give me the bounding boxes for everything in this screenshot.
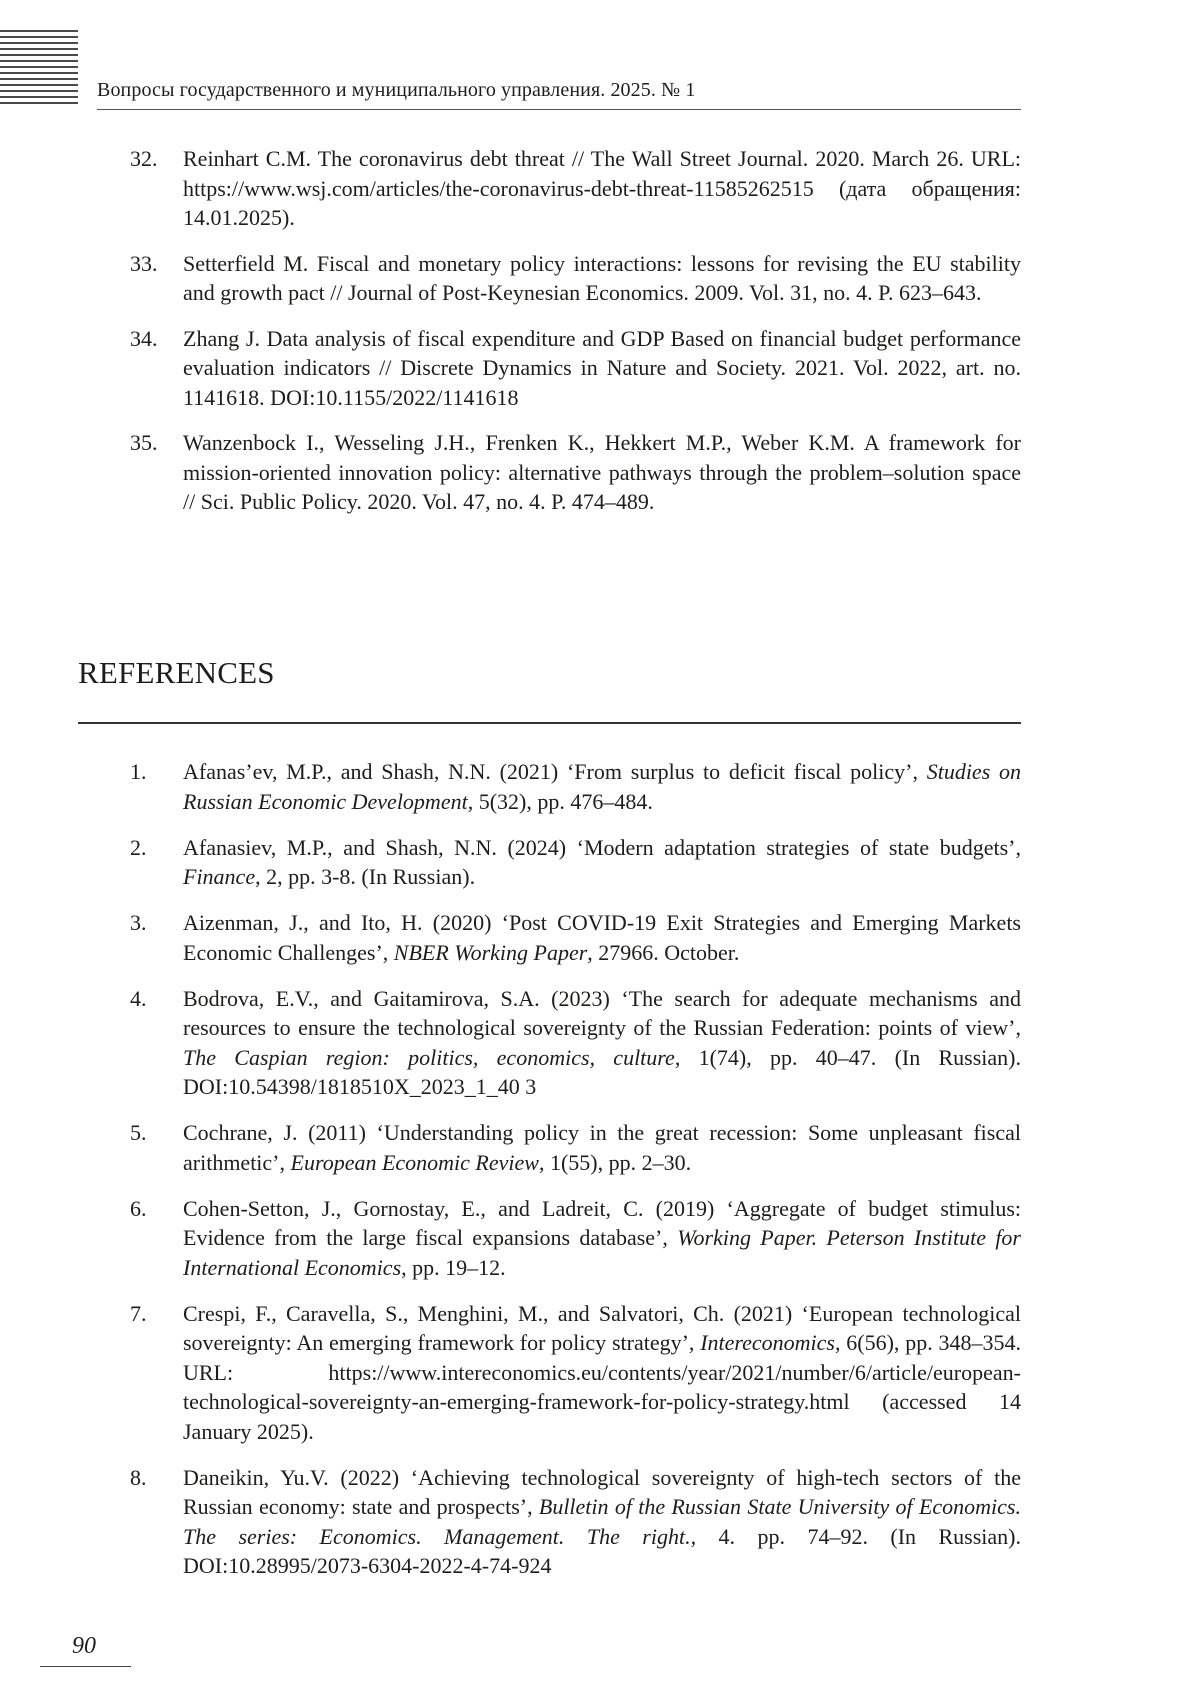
reference-text-segment: , 1(74), pp. 40–47. (In Russian). DOI:10.54398/1818510X_2023_1_40 3 [183,1044,1021,1099]
reference-text-segment: , 1(55), pp. 2–30. [538,1149,692,1175]
reference-number: 8. [130,1464,147,1490]
reference-text-segment: Afanas’ev, M.P., and Shash, N.N. (2021) ‘From surplus to deficit fiscal policy’, [183,759,927,784]
reference-number: 3. [130,910,147,935]
reference-text [183,1120,1021,1175]
reference-text [183,1301,1021,1444]
reference-text [183,430,1021,514]
reference-text-segment: Cohen-Setton, J., Gornostay, E., and Ladreit, C. (2019) ‘Aggregate of budget stimulus: Evidence from the large fiscal expansions database’, [183,1195,1021,1250]
header-decoration [0,30,78,108]
literature-list-continued [130,144,1021,533]
reference-text-segment: Cochrane, J. (2011) ‘Understanding policy in the great recession: Some unpleasant fiscal arithmetic’, [183,1120,1021,1175]
reference-item [130,757,1021,816]
reference-text-segment: Daneikin, Yu.V. (2022) ‘Achieving technological sovereignty of high-tech sectors of the Russian economy: state and prospects’, [183,1464,1021,1519]
running-header: Вопросы государственного и муниципального управления. 2025. № 1 [97,79,696,101]
reference-text-segment: Wanzenbock I., Wesseling J.H., Frenken K., Hekkert M.P., Weber K.M. A framework for mission-oriented innovation policy: alternative pathways through the problem–solution space // Sci. Public Policy. 2020. Vol. 47, no. 4. P. 474–489. [183,430,1021,514]
reference-source-title: European Economic Review [290,1149,539,1175]
reference-text-segment: , 4. pp. 74–92. (In Russian). DOI:10.28995/2073-6304-2022-4-74-924 [183,1523,1022,1578]
reference-text-segment: Afanasiev, M.P., and Shash, N.N. (2024) ‘Modern adaptation strategies of state budgets’, [183,834,1021,860]
reference-number: 7. [130,1300,147,1326]
reference-text-segment: , 6(56), pp. 348–354. URL: https://www.intereconomics.eu/contents/year/2021/number/6/article/european-technological-sovereignty-an-emerging-framework-for-policy-strategy.html (accessed 14 January 2025). [183,1330,1021,1444]
reference-item [130,249,1021,308]
reference-item [130,1463,1021,1581]
reference-source-title: Bulletin of the Russian State University of Economics. The series: Economics. Management. The right. [183,1494,1021,1549]
reference-source-title: Finance [183,864,256,889]
reference-number: 33. [130,250,158,276]
reference-text-segment: , 27966. October. [587,939,740,965]
reference-source-title: The Caspian region: politics, economics, culture [183,1044,675,1070]
reference-number: 1. [130,759,147,784]
reference-number: 6. [130,1195,147,1221]
reference-item [130,908,1021,967]
reference-text-segment: Setterfield M. Fiscal and monetary policy interactions: lessons for revising the EU stability and growth pact // Journal of Post-Keynesian Economics. 2009. Vol. 31, no. 4. P. 623–643. [183,250,1021,305]
reference-text [183,251,1021,306]
reference-text-segment: Bodrova, E.V., and Gaitamirova, S.A. (2023) ‘The search for adequate mechanisms and resources to ensure the technological sovereignty of the Russian Federation: points of view’, [183,985,1021,1040]
reference-item [130,833,1021,892]
reference-source-title: Studies on Russian Economic Development, [183,759,1021,814]
section-rule [78,722,1021,724]
reference-text [183,326,1021,410]
reference-item [130,984,1021,1102]
reference-source-title: NBER Working Paper [393,939,588,965]
reference-text-segment: , pp. 19–12. [401,1254,506,1280]
reference-text [183,146,1021,230]
reference-text [183,986,1021,1100]
reference-number: 5. [130,1120,147,1145]
reference-item [130,428,1021,517]
reference-text [183,910,1021,965]
reference-number: 4. [130,985,147,1011]
reference-text [183,835,1021,890]
reference-text-segment: Reinhart C.M. The coronavirus debt threat // The Wall Street Journal. 2020. March 26. URL: https://www.wsj.com/articles/the-coronavirus-debt-threat-11585262515 (дата обращения: 14.01.2025). [183,146,1021,230]
reference-item [130,1194,1021,1283]
reference-source-title: Working Paper. Peterson Institute for International Economics [183,1225,1021,1280]
reference-number: 2. [130,834,147,860]
reference-item [130,1118,1021,1177]
footer-rule [40,1666,131,1667]
reference-text-segment: Zhang J. Data analysis of fiscal expenditure and GDP Based on financial budget performance evaluation indicators // Discrete Dynamics in Nature and Society. 2021. Vol. 2022, art. no. 1141618. DOI:10.1155/2022/1141618 [183,325,1021,410]
reference-text-segment: 5(32), pp. 476–484. [473,788,653,814]
reference-item [130,144,1021,233]
section-heading: REFERENCES [78,655,275,690]
reference-text-segment: Crespi, F., Caravella, S., Menghini, M., and Salvatori, Ch. (2021) ‘European technological sovereignty: An emerging framework for policy strategy’, [183,1300,1021,1355]
reference-item [130,324,1021,413]
reference-text [183,1196,1021,1280]
reference-text-segment: , 2, pp. 3-8. (In Russian). [255,864,476,889]
references-list [130,757,1021,1597]
reference-source-title: Intereconomics [700,1330,835,1355]
reference-text-segment: Aizenman, J., and Ito, H. (2020) ‘Post COVID-19 Exit Strategies and Emerging Markets Economic Challenges’, [183,910,1021,965]
reference-number: 34. [130,325,158,351]
reference-text [183,759,1021,814]
reference-text [183,1465,1021,1579]
reference-item [130,1299,1021,1447]
reference-number: 32. [130,146,158,171]
header-rule [97,109,1021,110]
page-number: 90 [72,1633,96,1659]
reference-number: 35. [130,430,158,455]
